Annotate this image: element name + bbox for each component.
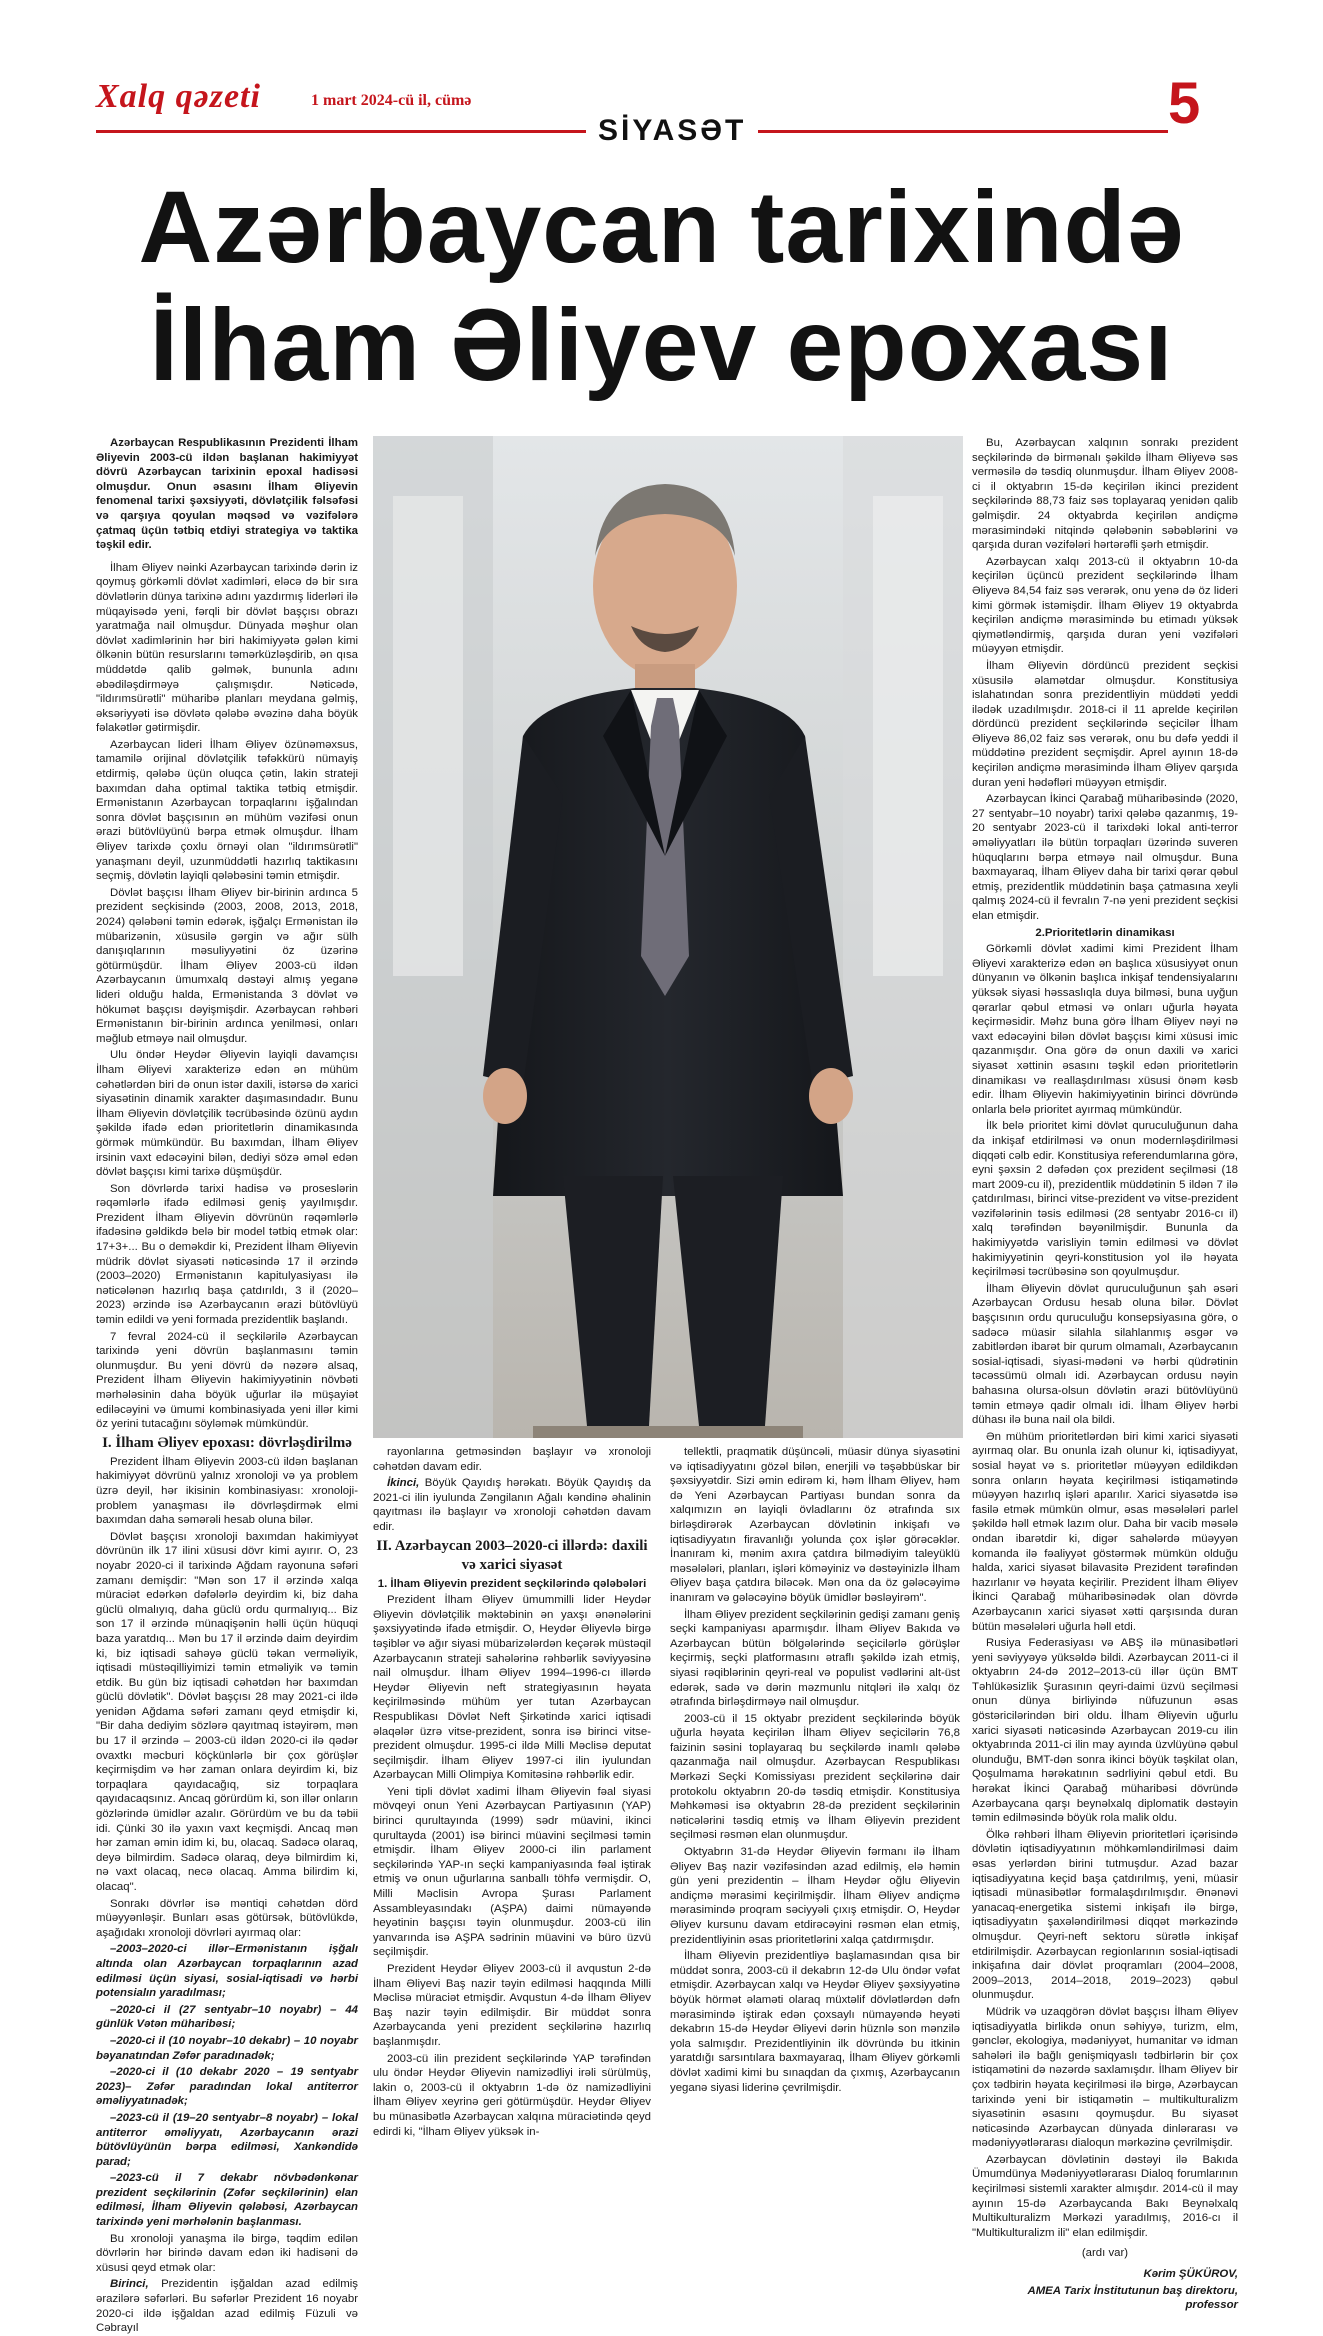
paragraph: Azərbaycan İkinci Qarabağ müharibəsində (2020, 27 sentyabr–10 noyabr) tarixi qələbə qazanmış, 19-20 sentyabr 2023-cü il tarixdəki lokal anti-terror əməliyyatları ilə bütün torpaqları üzərində suveren hüquqlarını bərpa etməyə nail olmuşdur. Buna baxmayaraq, İlham Əliyev daha bir tarixi qərar qəbul etmiş, prezidentlik müddətinin başa çatmasına xeyli qalmış 2024-cü il fevralın 7-nə yeni prezident seçkisi elan etmişdir. xyxy=(972,793,1238,922)
paragraph: 2003-cü il 15 oktyabr prezident seçkilərində böyük uğurla həyata keçirilən İlham Əliyev seçicilərin 76,8 faizinin səsini toplayaraq bu seçkilərdə inamlı qələbə qazanmağa nail olmuşdur. Azərbaycan Respublikası Mərkəzi Seçki Komissiyası prezident seçkilərinə dair protokolu oktyabrın 20-də təsdiq etmişdir. Konstitusiya Məhkəməsi isə oktyabrın 28-də prezident seçkilərinin nəticələrini təsdiq etmiş və İlham Əliyevin prezident seçilməsi rəsmən elan olunmuşdur. xyxy=(670,1712,960,1842)
paragraph: Azərbaycan lideri İlham Əliyev özünəməxsus, tamamilə orijinal dövlətçilik təfəkkürü nümayiş etdirmiş, qələbə üçün oluqca çətin, lakin strateji baxımdan daha optimal taktika tətbiq etmişdir. Ermənistanın Azərbaycan torpaqlarını işğalından sonra dövlət başçısının ən mühüm vəzifəsi onun ərazi bütövlüyünü bərpa etmək olmuşdur. İlham Əliyev tarixdə çoxlu örnəyi olan "ildırımsürətli" yanaşmanı deyil, uzunmüddətli hazırlıq taktikasını seçmiş, dövlətin layiqli qələbəsini təmin etmişdir. xyxy=(96,738,358,883)
author-name: Kərim ŞÜKÜROV, xyxy=(1143,2268,1238,2281)
list-item: –2023-cü il 7 dekabr növbədənkənar prezident seçkilərinin (Zəfər seçkilərinin) elan edilməsi, İlham Əliyevin qələbəsi, Azərbaycan tarixində yeni mərhələnin başlanması. xyxy=(96,2172,358,2229)
paragraph: Oktyabrın 31-də Heydər Əliyevin fərmanı ilə İlham Əliyev Baş nazir vəzifəsindən azad edilmiş, elə həmin gün yeni prezidentin – İlham Heydər oğlu Əliyevin andiçmə mərasimi keçirilmişdir. İlham Əliyev andiçmə mərasimində proqram səciyyəli çıxış etmişdir. O, Heydər Əliyev kursunu davam etdirəcəyini rəsmən elan etmiş, prezidentliyinin əsas prioritetlərini xalqa çatdırmışdır. xyxy=(670,1846,960,1946)
headline-line-1: Azərbaycan tarixində xyxy=(138,170,1185,284)
paragraph: Rusiya Federasiyası və ABŞ ilə münasibətləri yeni səviyyəyə yüksəldə bildi. Azərbaycan 2011-ci il oktyabrın 24-də 2012–2013-cü illər üçün BMT Təhlükəsizlik Şurasının qeyri-daimi üzvü seçilməsi onun dünya birliyində nüfuzunun əsas göstəricilərindən biri oldu. İlham Əliyevin uğurlu xarici siyasəti nəticəsində Azərbaycan 2019-cu ilin oktyabrında 2011-ci ilin may ayında üzvlüyünə qəbul olunduğu, BMT-dən sonra ikinci böyük təşkilat olan, Qoşulmama hərəkatının sədrliyini qəbul etdi. Bu hərəkat İkinci Qarabağ müharibəsi dövründə Azərbaycana qarşı beynəlxalq diplomatik dəstəyin təmin edilməsində böyük rola malik oldu. xyxy=(972,1637,1238,1825)
lede: Azərbaycan Respublikasının Prezidenti İlham Əliyevin 2003-cü ildən başlanan hakimiyyət dövrü Azərbaycan tarixinin epoxal hadisəsi olmuşdur. Onun əsasını İlham Əliyevin fenomenal tarixi şəxsiyyəti, dövlətçilik fəlsəfəsi və qarşıya qoyulan məqsəd və vəzifələrə çatmaq üçün tətbiq etdiyi strategiya və taktika təşkil edir. xyxy=(96,437,358,552)
paragraph: Son dövrlərdə tarixi hadisə və proseslərin rəqəmlərlə ifadə edilməsi geniş yayılmışdır. Prezident İlham Əliyevin dövrünün rəqəmlərlə ifadəsinə gəldikdə belə bir model tətbiq etmək olar: 17+3+... Bu o deməkdir ki, Prezident İlham Əliyevin müdrik dövlət siyasəti nəticəsində 17 il ərzində (2003–2020) Ermənistanın kapitulyasiyası ilə nəticələnən hazırlıq başa çatdırıldı, 3 il (2020–2023) ərzində isə Azərbaycanın ərazi bütövlüyü təmin edildi və yeni formada prezidentlik başlandı. xyxy=(96,1182,358,1327)
column-4 xyxy=(972,436,1238,2312)
paragraph: Prezident Heydər Əliyev 2003-cü il avqustun 2-də İlham Əliyevi Baş nazir təyin edilməsi haqqında Milli Məclisə müraciət etmişdir. Avqustun 4-də İlham Əliyev Baş nazir təyin edilmişdir. Bir müddət sonra Azərbaycanda yeni prezident seçkilərinə hazırlıq başlanmışdır. xyxy=(373,1963,651,2048)
paragraph: Ulu öndər Heydər Əliyevin layiqli davamçısı İlham Əliyevi xarakterizə edən ən mühüm cəhətlərdən biri də onun istər daxili, istərsə də xarici siyasətinin dinamik xarakter daşımasındadır. Bunu İlham Əliyevin dövlətçilik təcrübəsində özünü aydın şəkildə ifadə edən prioritetlərin dinamikasında görmək mümkündür. Bu baxımdan, İlham Əliyev irsinin vaxt edəcəyini bilən, dediyi sözə əməl edən dövlət başçısı kimi tarixə düşmüşdür. xyxy=(96,1049,358,1179)
list-item: –2020-ci il (10 noyabr–10 dekabr) – 10 noyabr bəyanatından Zəfər paradınadək; xyxy=(96,2034,358,2062)
paragraph: İlham Əliyev prezident seçkilərinin gedişi zamanı geniş seçki kampaniyası aparmışdır. İlham Əliyev Bakıda və Azərbaycan bütün bölgələrində seçicilərlə görüşlər keçirmiş, seçki platformasını ətraflı şəkildə izah etmiş, siyasi rəqiblərinin qeyri-real və populist vədlərini alt-üst edərək, sadə və dərin məzmunlu nitqləri ilə xalqı öz ətrafında birləşdirməyə nail olmuşdur. xyxy=(670,1608,960,1709)
paragraph-text: Böyük Qayıdış hərəkatı. Böyük Qayıdış da 2021-ci ilin iyulunda Zəngilanın Ağalı kəndinə əhalinin qayıtması ilə başlayır və xronoloji cəhətdən davam edir. xyxy=(373,1477,651,1533)
paragraph: İlham Əliyevin dördüncü prezident seçkisi xüsusilə əlamətdar olmuşdur. Konstitusiya islahatından sonra prezidentliyin müddəti yeddi ilədək uzadılmışdır. 2018-ci il 11 aprelde keçirilən dördüncü prezident seçkilərində seçicilər İlham Əliyevə 86,02 faiz səs verərək, onu bu dəfə yeddi il müddətinə prezident seçmişdir. Aprel ayının 18-də keçirilən andiçmə mərasimində İlham Əliyev qarşıda duran yeni hədəfləri müəyyən etmişdir. xyxy=(972,659,1238,789)
headline xyxy=(0,168,1323,404)
paragraph: Dövlət başçısı xronoloji baxımdan hakimiyyət dövrünün ilk 17 ilini xüsusi dövr kimi ayırır. O, 23 noyabr 2020-ci il tarixində Ağdam rayonuna səfəri zamanı demişdir: "Mən son 17 il ərzində xalqa müraciət edərkən dəfələrlə deyirdim ki, biz daha güclü olmalıyıq, daha güclü ordu qurmalıyıq... Biz son 17 il ərzində münaqişənin həlli üçün hüquqi baza yaratdıq... Mən bu 17 il ərzində daim deyirdim ki, biz iqtisadi sahəyə güclü təkan verməliyik, iqtisadi müstəqilliyimizi təmin etməliyik və təmin etdik. Bu gün biz iqtisadi cəhətdən hər baxımdan güclü dövlətik". Dövlət başçısı 28 may 2021-ci ildə yenidən Ağdama səfəri zamanı qeyd etmişdir ki, "Bir daha dediyim sözlərə qayıtmaq istəyirəm, mən bu 17 il ərzində – 2003-cü ildən 2020-ci ilə qədər ovaxtkı məcburi köçkünlərlə bir çox görüşlər keçirmişdim və hər zaman onlara deyirdim ki, biz torpaqlara qayıdacağıq, siz torpaqlara qayıdacaqsınız. Ancaq görürdüm ki, son illər onların gözlərində ümidlər azalır. Görürdüm ve bu da təbii idi. Çünki 30 ilə yaxın vaxt keçmişdi. Ancaq mən hər zaman əmin idim ki, bu, olacaq. Sadəcə olaraq, deyə bilmirdim. Sadəcə olaraq, deyə bilmirdim ki, nə vaxt olacaq, necə olacaq. Amma bilirdim ki, olacaq". xyxy=(96,1530,358,1893)
paragraph-lead: Birinci, xyxy=(110,2278,149,2291)
paragraph: Müdrik və uzaqgörən dövlət başçısı İlham Əliyev iqtisadiyyatla birlikdə onun səhiyyə, turizm, elm, gənclər, ekologiya, mədəniyyət, humanitar və idman sahələri ilə bağlı genişmiqyaslı tədbirlərin bir çox istiqamətini də nəzərdə saxlamışdır. İlham Əliyev bir çox tədbirin həyata keçirilməsi ilə birgə, Azərbaycan tarixində yeni bir istiqamətin – multikulturalizm siyasətinin əsasını qoymuşdur. Bu siyasət nəticəsində Azərbaycan dünyada dinlərarası və mədəniyyətlərarası dialoqun mərkəzinə çevrilmişdir. xyxy=(972,2005,1238,2150)
issue-date: 1 mart 2024-cü il, cümə xyxy=(311,92,472,109)
paragraph: Prezident İlham Əliyevin 2003-cü ildən başlanan hakimiyyət dövrünü yalnız xronoloji və ya problem üzrə deyil, hər ikisinin kombinasiyası: xronoloji-problem yanaşması ilə dövrləşdirmək elmi baxımdan daha səmərəli hesab oluna bilər. xyxy=(96,1455,358,1527)
paper-name: Xalq qəzeti xyxy=(96,78,261,115)
paragraph xyxy=(373,1476,651,1534)
paragraph: tellektli, praqmatik düşüncəli, müasir dünya siyasətini və iqtisadiyyatını gözəl bilən, enerjili və təşəbbüskar bir şəxsiyyətdir. Sizi əmin edirəm ki, həm İlham Əliyev, həm də Yeni Azərbaycan Partiyası bundan sonra da xalqımızın ən layiqli övladlarını öz ətrafında sıx birləşdirərək Azərbaycan dövlətinin inkişafı və iqtisadiyyatın firavanlığı yolunda çox işlər görəcəklər. İnanıram ki, mənim axıra çatdıra bilmədiyim taleyüklü məsələləri, planları, işləri köməyiniz və dəstəyinizlə İlham Əliyev başa çatdıra biləcək. Mən ona da öz gələcəyimə inanıram və gələcəyinə böyük ümidlər bəsləyirəm". xyxy=(670,1446,960,1604)
paragraph-text: Prezidentin işğaldan azad edilmiş ərazilərə səfərləri. Bu səfərlər Prezident 16 noyabr 2020-ci ildə işğaldan azad edilmiş Füzuli və Cəbrayıl xyxy=(96,2278,358,2335)
paragraph: Ən mühüm prioritetlərdən biri kimi xarici siyasəti ayırmaq olar. Bu onunla izah olunur ki, iqtisadiyyat, sosial həyat və s. prioritetlər müəyyən edildikdən sonra onların həyata keçirilməsi istiqamətində müəyyən hazırlıq işləri aparılır. Xarici siyasətdə isə fasilə etmək mümkün olmur, əsas məsələləri parlel şəkildə həll etmək lazım olur. Daha bir vacib məsələ ondan ibarətdir ki, digər sahələrdə müəyyən komanda ilə fəaliyyət göstərmək mümkün olduğu halda, xarici siyasət bilavasitə Prezident tərəfindən hazırlanır və həyata keçirilir. Prezident İlham Əliyev İkinci Qarabağ müharibəsinədək olan dövrdə Azərbaycanın xarici siyasət xətti qarşısında duran bütün məsələləri uğurla həll etdi. xyxy=(972,1430,1238,1633)
paragraph: Ölkə rəhbəri İlham Əliyevin prioritetləri içərisində dövlətin iqtisadiyyatının möhkəmləndirilməsi daim əsas yerlərdən birini tutmuşdur. Azad bazar iqtisadiyyatına keçid başa çatdırılmış, yeni, müasir iqtisadi münasibətlər formalaşdırılmışdır. Ənənəvi yanacaq-energetika sistemi inkişafı ilə birgə, iqtisadiyyatın şaxələndirilməsi diqqət mərkəzində olmuşdur. Qeyri-neft sektoru sürətlə inkişaf etdirilmişdir. Azərbaycan regionlarının sosial-iqtisadi inkişafına dair dövlət proqramları (2004–2008, 2009–2013, 2014–2018, 2019–2023) qəbul olunmuşdur. xyxy=(972,1828,1238,2002)
column-1 xyxy=(96,436,358,2335)
paragraph: rayonlarına getməsindən başlayır və xronoloji cəhətdən davam edir. xyxy=(373,1446,651,1473)
paragraph: İlham Əliyev nəinki Azərbaycan tarixində dərin iz qoymuş görkəmli dövlət xadimləri, eləcə də bir sıra dövlətlərin dünya tarixinə adını yazdırmış liderləri ilə müqayisədə yeni, fərqli bir dövlət başçısı obrazı yaratmağa nail olmuşdur. Dünyada məşhur olan dövlət xadimlərinin hər biri hakimiyyətə gələn kimi ölkənin bütün resurslarını təmərküzləşdirib, ən qısa müddətdə qalib gəlmək, bununla adını əbədiləşdirməyə çalışmışdır. Nəticədə, "ildırımsürətli" müharibə planları meydana gəlmiş, əksəriyyəti isə dövlətə qələbə əvəzinə daha böyük fəlakətlər gətirmişdir. xyxy=(96,561,358,735)
paragraph: İlham Əliyevin prezidentliyə başlamasından qısa bir müddət sonra, 2003-cü il dekabrın 12-də Ulu öndər vəfat etmişdir. Azərbaycan xalqı və Heydər Əliyev şəxsiyyətinə böyük hörmət əlaməti olaraq müxtəlif dövlətlərdən dəfn mərasimində iştirak edən çoxsaylı nümayəndə heyəti dekabrın 15-də Heydər Əliyevi dərin hüznlə son mənzilə yola salmışdır. Prezidentliyinin ilk dövründə bu itkinin yaratdığı sarsıntılara baxmayaraq, İlham Əliyev görkəmli dövlət xadimi kimi bu sınaqdan da çıxmış, Azərbaycanın yeganə siyasi liderinə çevrilmişdir. xyxy=(670,1950,960,2094)
paragraph: Sonrakı dövrlər isə məntiqi cəhətdən dörd müəyyənləşir. Bunları əsas götürsək, bütövlükdə, aşağıdakı xronoloji dövrləri ayırmaq olar: xyxy=(96,1897,358,1939)
section-heading: II. Azərbaycan 2003–2020-ci illərdə: daxili və xarici siyasət xyxy=(376,1537,648,1573)
author-title: AMEA Tarix İnstitutunun baş direktoru, professor xyxy=(1027,2284,1238,2312)
paragraph: Bu xronoloji yanaşma ilə birgə, təqdim edilən dövrlərin hər birində davam edən iki hadisəni də xüsusi qeyd etmək olar: xyxy=(96,2232,358,2274)
subsection-heading: 1. İlham Əliyevin prezident seçkilərində qələbələri xyxy=(377,1577,647,1590)
column-3 xyxy=(670,1445,960,2094)
paragraph: Prezident İlham Əliyev ümummilli lider Heydər Əliyevin dövlətçilik məktəbinin ən yaxşı ənənələrini şəxsiyyətində ifadə etmişdir. O, Heydər Əliyevlə birgə təşiblər və ağır siyasi mübarizələrdən keçərək müstəqil Azərbaycanın strateji sahələrinə rəhbərlik səviyyəsinə nail olmuşdur. İlham Əliyev 1994–1996-cı illərdə Heydər Əliyevin neft strategiyasının həyata keçirilməsində mühüm yer tutan Azərbaycan Respublikası Dövlət Neft Şirkətində xarici iqtisadi əlaqələr üzrə vitse-prezident, sonra isə birinci vitse-prezident olmuşdur. 1995-ci ildə Milli Məclisə deputat seçilmişdir. İlham Əliyev 1997-ci ilin iyulundan Azərbaycan Milli Olimpiya Komitəsinə rəhbərlik edir. xyxy=(373,1594,651,1782)
paragraph: 2003-cü ilin prezident seçkilərində YAP tərəfindən ulu öndər Heydər Əliyevin namizədliyi irəli sürülmüş, lakin o, 2003-cü il oktyabrın 1-də öz namizədliyini İlham Əliyev xeyrinə geri götürmüşdür. Heydər Əliyev bu münasibətlə Azərbaycan xalqına müraciətində qeyd edirdi ki, "İlham Əliyev yüksək in- xyxy=(373,2052,651,2138)
section-label: SİYASƏT xyxy=(586,114,758,148)
paragraph: Bu, Azərbaycan xalqının sonrakı prezident seçkilərində də birmənalı şəkildə İlham Əliyevə səs verməsilə də təsdiq olunmuşdur. İlham Əliyev 2008-ci il oktyabrın 15-də keçirilən ikinci prezident seçkilərində 88,73 faiz səs toplayaraq yenidən qalib gəlmişdir. 24 oktyabrda keçirilən andiçmə mərasimindəki nitqində qələbənin səbəblərini və qarşıda duran vəzifələri hərtərəfli şərh etmişdir. xyxy=(972,437,1238,552)
paragraph: Görkəmli dövlət xadimi kimi Prezident İlham Əliyevi xarakterizə edən ən başlıca xüsusiyyət onun dünyanın və ölkənin başlıca inkişaf tendensiyalarını yüksək siyasi həssaslıqla duya bilməsi, buna uyğun qərarlar qəbul etməsi və onları uğurla həyata keçirməsidir. Məhz buna görə İlham Əliyev nəyi nə vaxt edəcəyini bilən dövlət başçısı kimi xüsusi imic qazanmışdır. Ona görə də onun daxili və xarici siyasət xəttinin əsasını təşkil edən prioritetlərin dinamikası və reallaşdırılması xüsusi önəm kəsb edir. İlham Əliyevin hakimiyyətinin birinci dövründə onlarla belə prioritet ayırmaq mümkündür. xyxy=(972,943,1238,1116)
paragraph xyxy=(96,2277,358,2335)
masthead xyxy=(96,71,1201,147)
paragraph: İlham Əliyevin dövlət quruculuğunun şah əsəri Azərbaycan Ordusu hesab oluna bilər. Dövlət başçısının ordu quruculuğu konsepsiyasına görə, o sadəcə müasir silahla silahlanmış əsgər və zabitlərdən ibarət bir qurum olmamalı, Azərbaycanın sosial-iqtisadi, siyasi-mədəni və hərbi qüdrətinin təcəssümü olmalı idi. Azərbaycan ordusu nəyin bahasına olursa-olsun dövlətin ərazi bütövlüyünü təmin etməyə qadir olmalı idi. İlham Əliyev hərbi dühası ilə buna nail ola bildi. xyxy=(972,1282,1238,1427)
headline-line-2: İlham Əliyev epoxası xyxy=(149,288,1174,402)
portrait-photo xyxy=(373,436,963,1438)
subsection-heading: 2.Prioritetlərin dinamikası xyxy=(1035,926,1175,939)
list-item: –2020-ci il (10 dekabr 2020 – 19 sentyabr 2023)– Zəfər paradından lokal antiterror əməliyyatınadək; xyxy=(96,2066,358,2108)
paragraph: Yeni tipli dövlət xadimi İlham Əliyevin fəal siyasi mövqeyi onun Yeni Azərbaycan Partiyasının (YAP) birinci qurultayında (1999) sədr müavini, ikinci qurultayda (2001) isə birinci müavini seçilməsi təmin etmişdir. İlham Əliyev 2000-ci ilin parlament seçkilərində YAP-ın seçki kampaniyasında fəal iştirak etmiş və onun uğurlarına sanballı töhfə vermişdir. O, Milli Məclisin Avropa Şurası Parlament Assambleyasındakı (AŞPA) daimi nümayəndə heyətinin başçısı təyin olunmuşdur. 2003-cü ilin yanvarında isə AŞPA sədrinin müavini və büro üzvü seçilmişdir. xyxy=(373,1785,651,1959)
page-number: 5 xyxy=(1168,71,1201,136)
list-item: –2020-ci il (27 sentyabr–10 noyabr) – 44 günlük Vətən müharibəsi; xyxy=(96,2003,358,2031)
paragraph: 7 fevral 2024-cü il seçkilərilə Azərbaycan tarixində yeni dövrün başlanmasını təmin olunmuşdur. Bu yeni dövrü də nəzərə alsaq, Prezident İlham Əliyevin hakimiyyətinin növbəti mərhələsinin daha böyük uğurlar ilə müşayiət ediləcəyini və ümumi kombinasiyada yeni illər kimi öz yerini tutacağını söyləmək mümkündür. xyxy=(96,1330,358,1431)
column-2 xyxy=(373,1445,651,2138)
paragraph-lead: İkinci, xyxy=(387,1477,420,1490)
list-item: –2003–2020-ci illər–Ermənistanın işğalı altında olan Azərbaycan torpaqlarının azad edilməsi üçün siyasi, sosial-iqtisadi və hərbi potensialın yaradılması; xyxy=(96,1943,358,2000)
paragraph: Dövlət başçısı İlham Əliyev bir-birinin ardınca 5 prezident seçkisində (2003, 2008, 2013, 2018, 2024) qələbəni təmin edərək, işğalçı Ermənistan ilə mübarizənin, xüsusilə gərgin və ağır sülh danışıqlarının məsuliyyətini öz üzərinə götürmüşdür. İlham Əliyev 2003-cü ildən Azərbaycanın ümumxalq dəstəyi almış yeganə lideri olduğu halda, Ermənistanda 3 dövlət və hökumət başçısı dəyişmişdir. Azərbaycan rəhbəri Ermənistanın bir-birinin ardınca yenilməsi, onları məğlub etməyə nail olmuşdur. xyxy=(96,886,358,1045)
paragraph: İlk belə prioritet kimi dövlət quruculuğunun daha da inkişaf etdirilməsi və onun modernləşdirilməsi diqqəti cəlb edir. Konstitusiya referendumlarına görə, eyni şəxsin 2 dəfədən çox prezident seçilməsi (18 mart 2009-cu il), prezidentlik müddətinin 5 ildən 7 ilə çatdırılması, birinci vitse-prezident və vitse-prezident vəzifələrinin təsis edilməsi (28 sentyabr 2016-cı il) xalq tərəfindən bəyənilmişdir. Bununla da hakimiyyətdə varisliyin təmin edilməsi və dövlət hakimiyyətinin qeyri-konstitusion yol ilə həyata keçirilməsi təcrübəsinə son qoyulmuşdur. xyxy=(972,1120,1238,1279)
continued-note: (ardı var) xyxy=(1081,2247,1129,2260)
portrait-icon xyxy=(373,436,963,1438)
section-heading: I. İlham Əliyev epoxası: dövrləşdirilmə xyxy=(102,1434,352,1451)
list-item: –2023-cü il (19–20 sentyabr–8 noyabr) – lokal antiterror əməliyyatı, Azərbaycanın ərazi bütövlüyünün bərpa edilməsi, Xankəndidə parad; xyxy=(96,2111,358,2168)
paragraph: Azərbaycan xalqı 2013-cü il oktyabrın 10-da keçirilən üçüncü prezident seçkilərində İlham Əliyevə 84,54 faiz səs verərək, onu yenə də öz lideri kimi görmək istəmişdir. İlham Əliyev 19 oktyabrda keçirilən andiçmə mərasimində bu etimadı yüksək qiymətləndirmiş, qarşıda duran yeni vəzifələri müəyyən etmişdir. xyxy=(972,555,1238,656)
paragraph: Azərbaycan dövlətinin dəstəyi ilə Bakıda Ümumdünya Mədəniyyətlərarası Dialoq forumlarının keçirilməsi sistemli xarakter almışdır. 2014-cü il may ayının 15-də Azərbaycanda Bakı Beynəlxalq Multikulturalizm Mərkəzi yaradılmış, 2016-cı il "Multikulturalizm ili" elan edilmişdir. xyxy=(972,2153,1238,2239)
